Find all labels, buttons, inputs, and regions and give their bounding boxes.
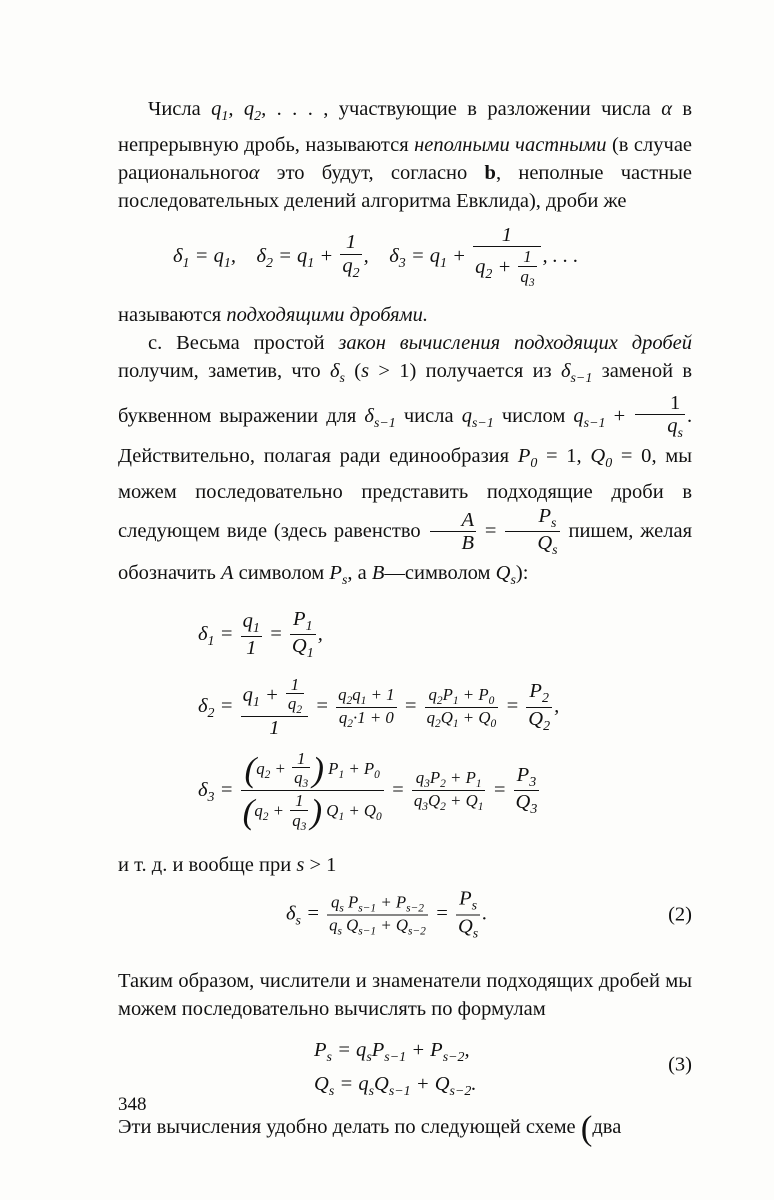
equation-delta1: $\delta_1$ = $\frac{q_1}{1}$ = $\frac{P_1}{Q_1}$ , [198,607,323,662]
paragraph-1: Числа $q_1$, $q_2$, . . . , участвующие в разложении числа α в непрерывную дробь, называются неполными частными (в случае рациональногоα это будут, согласно b, неполные частные последовательных делений алгоритма Евклида), дроби же [118,98,693,212]
paragraph-6: Эти вычисления удобно делать по следующей схеме (два [118,1108,622,1148]
paragraph-5: Таким образом, числители и знаменатели подходящих дробей мы можем последовательно вычислять по формулам [118,970,692,1021]
term-law: закон вычисления подходящих дробей [338,332,692,355]
section-ref: b [484,161,496,184]
equation-convergents-intro: $\delta_1 = q_1$, $\delta_2 = q_1$ + $\frac{1}{q_2}$ , $\delta_3 = q_1$ + 1 $q_2$ + $\frac{1}{q_3}$ , . . . [173,223,579,290]
term-partial-quotients: неполными частными [414,133,607,156]
equation-2: $\delta_s$ = $\frac{q_s P_{s-1} + P_{s-2}}{q_s Q_{s-1} + Q_{s-2}}$ = $\frac{P_s}{Q_s}$ . (2) [286,887,692,941]
paragraph-2: называются подходящими дробями. [118,304,428,327]
paragraph-3: c. Весьма простой закон вычисления подходящих дробей получим, заметив, что $\delta_s$ (s > 1) получается из $\delta_{s-1}$ заменой в буквенном выражении для $\delta_{s-1}$ числа $q_{s-1}$ числом $q_{s-1}$ + $\frac{1}{q_s}$ . Действительно, полагая ради единообразия $P_0 = 1$, $Q_0 = 0$, мы можем последовательно представить подходящие дроби в следующем виде (здесь равенство $\frac{A}{B}$ = $\frac{P_s}{Q_s}$ пишем, желая обозначить A символом $P_s$, а B—символом $Q_s$): [118,332,693,588]
equation-delta3: $\delta_3$ = ($q_2$ + $\frac{1}{q_3}$ ) $P_1 + P_0$ ($q_2$ + $\frac{1}{q_3}$ ) $Q_1 + Q_0$ = $\frac{q_3P_2 + P_1}{q_3Q_2 + Q_1}$ = $\frac{P_3}{Q_3}$ [198,748,538,834]
page-body [118,95,693,1148]
equation-delta2: $\delta_2$ = $q_1$ + $\frac{1}{q_2}$ 1 = $\frac{q_2q_1 + 1}{q_2\cdot 1 + 0}$ = $\frac{q_2P_1 + P_0}{q_2Q_1 + Q_0}$ = $\frac{P_2}{Q_2}$ , [198,674,560,740]
equation-number-2: (2) [668,903,692,926]
equation-number-3: (3) [668,1053,692,1076]
term-convergents: подходящими дробями. [226,304,428,327]
page-number: 348 [118,1094,147,1115]
equation-3: $P_s = q_sP_{s-1} + P_{s-2}$, $Q_s = q_sQ_{s-1} + Q_{s-2}$. (3) [314,1039,692,1099]
paragraph-4: и т. д. и вообще при s > 1 [118,854,337,877]
